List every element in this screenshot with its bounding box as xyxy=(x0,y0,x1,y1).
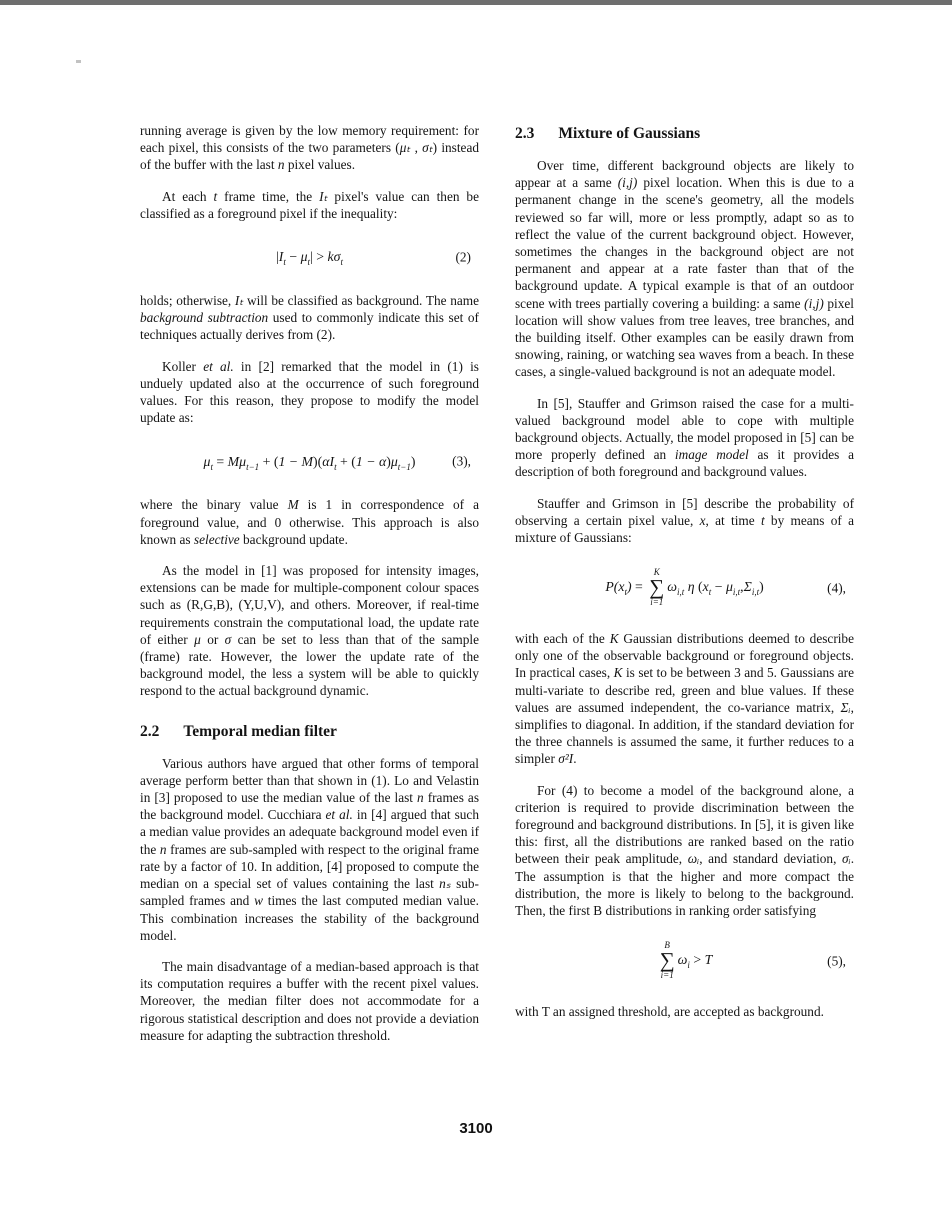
paragraph-threshold: with T an assigned threshold, are accepted as background. xyxy=(515,1003,824,1019)
page-number: 3100 xyxy=(459,1120,493,1137)
scan-edge-artifact xyxy=(0,0,952,5)
section-title: Temporal median filter xyxy=(183,722,337,740)
paragraph-various-authors: Various authors have argued that other forms of temporal average perform better than that shown in (1). Lo and Velastin in [3] proposed to use the median value of the last n frames as the background model. Cucchiara et al. in [4] argued that such a median value provides an adequate background model even if the n frames are sub-sampled with respect to the original frame rate by a factor of 10. In addition, [4] proposed to compute the median on a special set of values containing the last nₛ sub-sampled frames and w times the last computed median value. This combination increases the stability of the background model. xyxy=(140,755,479,943)
paragraph-holds-otherwise: holds; otherwise, Iₜ will be classified as background. The name background subtraction used to commonly indicate this set of techniques actually derives from (2). xyxy=(140,293,479,343)
paragraph-intensity-images: As the model in [1] was proposed for intensity images, extensions can be made for multiple-component colour spaces such as (R,G,B), (Y,U,V), and others. Moreover, if real-time requirements constrain the computational load, the update rate of either μ or σ can be set to less than that of the sample (frame) rate. However, the lower the update rate of the background model, the less a system will be able to quickly respond to the actual background dynamic. xyxy=(140,563,479,699)
equation-4-number: (4), xyxy=(827,580,846,596)
equation-4 xyxy=(515,568,854,608)
paragraph-at-each-frame: At each t frame time, the Iₜ pixel's value can then be classified as a foreground pixel if the inequality: xyxy=(140,188,479,221)
paragraph-criterion: For (4) to become a model of the background alone, a criterion is required to provide discrimination between the foreground and background distributions. In [5], it is given like this: first, all the distributions are ranked based on the ratio between their peak amplitude, ωᵢ, and standard deviation, σᵢ. The assumption is that the higher and more compact the distribution, the more is likely to belong to the background. Then, the first B distributions in ranking order satisfying xyxy=(515,782,855,919)
paragraph-running-average: running average is given by the low memory requirement: for each pixel, this consists of the two parameters (μₜ , σₜ) instead of the buffer with the last n pixel values. xyxy=(140,123,480,173)
section-title: Mixture of Gaussians xyxy=(558,125,701,142)
paragraph-binary-value: where the binary value M is 1 in correspondence of a foreground value, and 0 otherwise. This approach is also known as selective background update. xyxy=(140,497,479,547)
paragraph-k-gaussians: with each of the K Gaussian distributions deemed to describe only one of the observable background or foreground objects. In practical cases, K is set to be between 3 and 5. Gaussians are multi-variate to describe red, green and blue values. If these values are assumed independent, the co-variance matrix, Σᵢ, simplifies to diagonal. In addition, if the standard deviation for the three channels is assumed the same, it further reduces to a simpler σ²I. xyxy=(515,630,855,767)
equation-3-formula: $\mu_t = M\mu_{t-1} + (1 - M)(\alpha I_t + (1 - \alpha)\mu_{t-1})$ xyxy=(203,453,416,472)
left-column xyxy=(140,122,479,1058)
equation-2 xyxy=(140,244,479,270)
equation-4-formula: $P(x_t)$ = K ∑ i=1 $\omega_{i,t}$ η $(x_t - \mu_{i,t},\Sigma_{i,t})$ xyxy=(605,567,764,608)
paragraph-stauffer-describe: Stauffer and Grimson in [5] describe the probability of observing a certain pixel value, x, at time t by means of a mixture of Gaussians: xyxy=(515,495,855,546)
paragraph-stauffer-raised: In [5], Stauffer and Grimson raised the case for a multi-valued background model able to cope with multiple background objects. Actually, the model proposed in [5] can be more properly defined an image model as it provides a description of both foreground and background values. xyxy=(515,395,854,480)
section-heading-2-2 xyxy=(140,722,479,741)
paragraph-main-disadvantage: The main disadvantage of a median-based approach is that its computation requires a buffer with the recent pixel values. Moreover, the median filter does not accommodate for a rigorous statistical description and does not provide a deviation measure for adapting the subtraction threshold. xyxy=(140,958,479,1043)
equation-2-number: (2) xyxy=(455,249,471,265)
paragraph-over-time: Over time, different background objects are likely to appear at a same (i,j) pixel location. When this is due to a permanent change in the scene's geometry, all the models reviewed so far will, more or less promptly, adapt so as to reflect the value of the current background object. However, sometimes the changes in the background object are not permanent and appear at a rate faster than that of the background update. A typical example is that of an outdoor scene with trees partially covering a building: a same (i,j) pixel location will show values from tree leaves, tree branches, and the building itself. Other examples can be easily drawn from snowing, raining, or watching sea waves from a beach. In these cases, a single-valued background is not an adequate model. xyxy=(515,158,854,380)
equation-3 xyxy=(140,448,479,474)
equation-5-number: (5), xyxy=(827,953,846,969)
equation-5-formula: B ∑ i=1 $\omega_i > T$ xyxy=(659,940,713,981)
section-number: 2.2 xyxy=(140,722,160,740)
equation-3-number: (3), xyxy=(452,453,471,469)
paragraph-koller: Koller et al. in [2] remarked that the model in (1) is unduely updated also at the occurrence of such foreground values. For this reason, they propose to modify the model update as: xyxy=(140,358,479,426)
section-heading-2-3 xyxy=(515,124,854,143)
section-number: 2.3 xyxy=(515,125,535,142)
scan-speck-artifact xyxy=(76,60,81,63)
right-column xyxy=(515,122,854,1034)
equation-5 xyxy=(515,941,854,981)
equation-2-formula: $|I_t - \mu_t| > k\sigma_t$ xyxy=(276,249,343,268)
